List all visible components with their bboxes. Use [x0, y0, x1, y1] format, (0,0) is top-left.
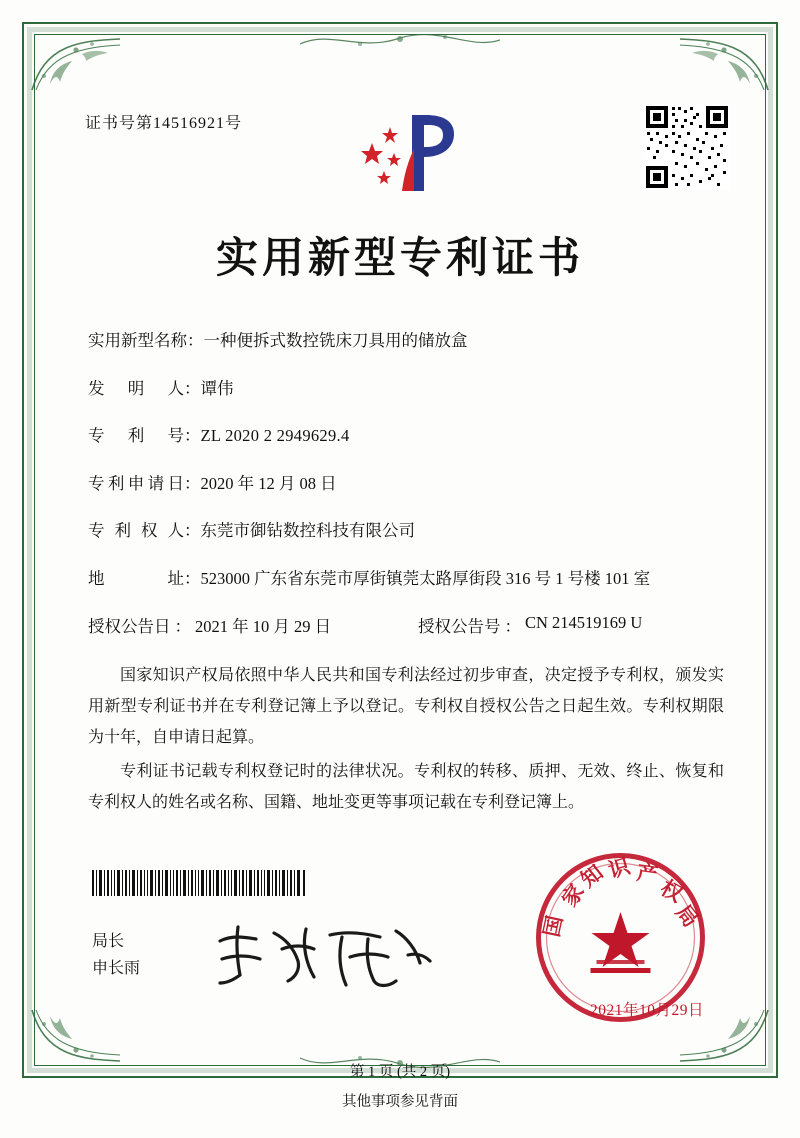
seal-date: 2021年10月29日: [589, 1002, 704, 1019]
field-value-grant-announcement-number: CN 214519169 U: [525, 613, 643, 633]
director-name: 申长雨: [92, 960, 141, 978]
field-label: 地 址: [88, 568, 184, 588]
field-utility-model-name: [88, 328, 728, 354]
field-value-patent-number: ZL 2020 2 2949629.4: [200, 426, 350, 446]
field-label: 授权公告号: [418, 617, 501, 637]
certificate-number: 证书号第14516921号: [85, 115, 243, 132]
field-colon: ：: [184, 521, 201, 541]
field-list: [88, 328, 728, 647]
svg-text:国: 国: [538, 913, 568, 940]
svg-text:权: 权: [656, 874, 688, 907]
corner-ornament-icon: [30, 30, 122, 92]
field-colon: ：: [184, 568, 201, 588]
field-label: 专 利 号: [88, 426, 184, 446]
field-label: 实 用 新 型 名 称: [88, 331, 187, 350]
field-value-inventor: 谭伟: [200, 378, 234, 398]
cnipa-logo-icon: [350, 105, 470, 200]
handwritten-signature-icon: [210, 915, 440, 995]
field-grant-announcement-number: [418, 613, 728, 637]
director-role-label: 局长: [92, 933, 125, 950]
page-number: 第 1 页 (共 2 页): [349, 1064, 451, 1080]
svg-text:局: 局: [671, 899, 704, 932]
legal-text: [88, 660, 724, 820]
field-row-grant-info: [88, 613, 728, 637]
legal-paragraph-1: 国家知识产权局依照中华人民共和国专利法经过初步审查，决定授予专利权，颁发实用新型专利证书并在专利登记簿上予以登记。专利权自授权公告之日起生效。专利权期限为十年，自申请日起算。: [88, 667, 724, 747]
barcode: [92, 870, 307, 896]
field-address: [88, 566, 728, 592]
field-value-patentee: 东莞市御钻数控科技有限公司: [200, 521, 415, 541]
field-inventor: [88, 376, 728, 402]
field-patentee: [88, 518, 728, 544]
legal-paragraph-2: 专利证书记载专利权登记时的法律状况。专利权的转移、质押、无效、终止、恢复和专利权人的姓名或名称、国籍、地址变更等事项记载在专利登记簿上。: [88, 762, 724, 811]
field-label: 授权公告日: [88, 617, 171, 637]
field-colon: ：: [174, 617, 191, 637]
page-title: 实用新型专利证书: [215, 233, 584, 282]
svg-text:产: 产: [635, 859, 660, 887]
field-colon: ：: [184, 473, 201, 493]
field-colon: ：: [184, 378, 201, 398]
signature-block: [92, 928, 140, 982]
svg-text:识: 识: [605, 852, 633, 883]
edge-flourish-icon: [300, 26, 500, 56]
field-colon: ：: [184, 426, 201, 446]
field-grant-announcement-date: [88, 613, 418, 637]
field-value-grant-announcement-date: 2021 年 10 月 29 日: [195, 617, 332, 637]
field-value-utility-model-name: 一种便拆式数控铣床刀具用的储放盒: [203, 331, 468, 350]
field-value-application-date: 2020 年 12 月 08 日: [200, 473, 337, 493]
field-value-address: 523000 广东省东莞市厚街镇莞太路厚街段 316 号 1 号楼 101 室: [200, 568, 651, 588]
corner-ornament-icon: [678, 30, 770, 92]
field-colon: ：: [187, 331, 204, 350]
field-colon: ：: [504, 617, 521, 637]
field-patent-number: [88, 423, 728, 449]
footnote: 其他事项参见背面: [342, 1094, 458, 1110]
svg-text:家: 家: [556, 879, 589, 911]
field-label: 发 明 人: [88, 378, 184, 398]
field-label: 专 利 申 请 日: [88, 473, 184, 493]
qr-code: [644, 104, 730, 190]
svg-text:知: 知: [575, 859, 608, 892]
field-application-date: [88, 471, 728, 497]
field-label: 专 利 权 人: [88, 521, 184, 541]
